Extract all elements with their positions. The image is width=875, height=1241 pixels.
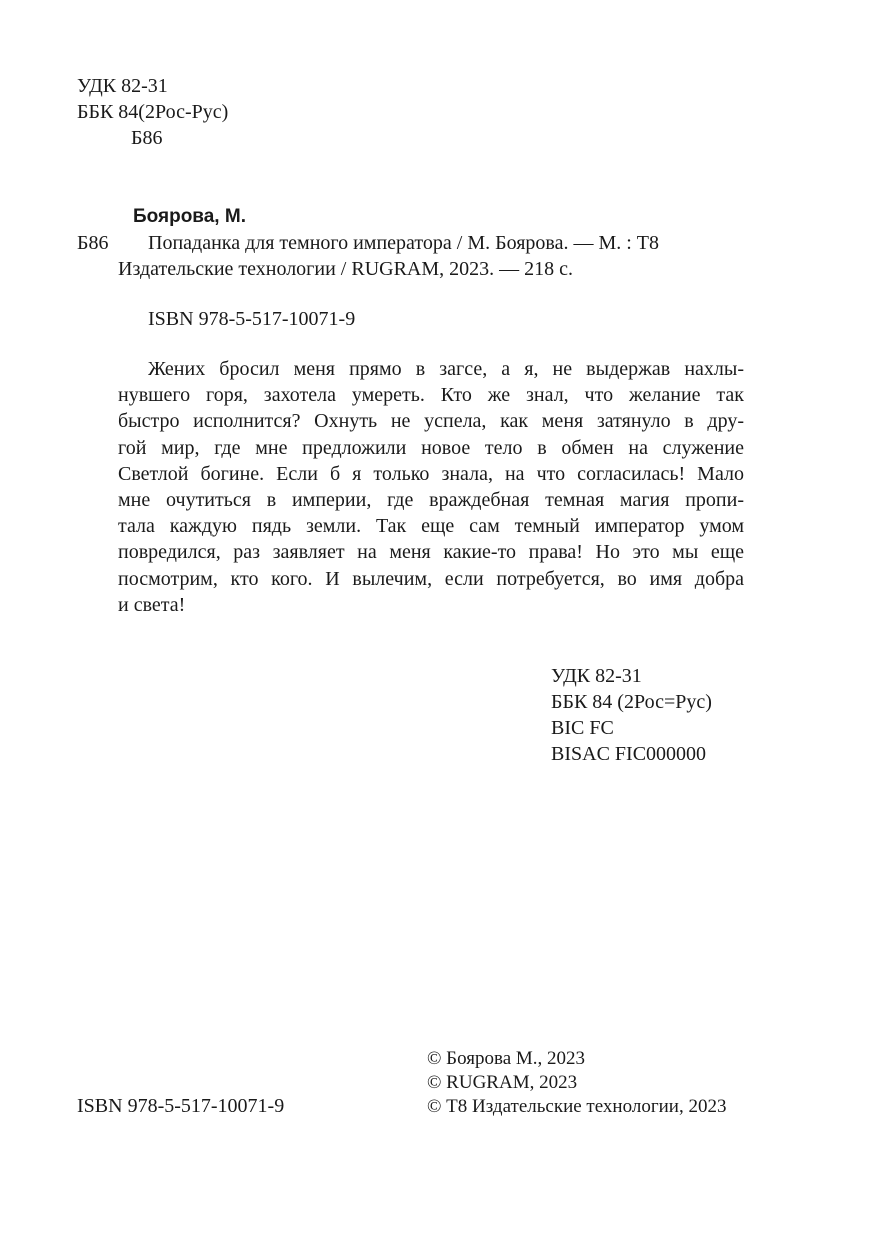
- bbk-code: ББК 84 (2Рос=Рус): [551, 691, 712, 713]
- bbk-code-top: ББК 84(2Рос-Рус): [77, 101, 229, 123]
- entry-author: Боярова, М.: [133, 206, 246, 227]
- annotation-line: тала каждую пядь земли. Так еще сам темный император умом: [118, 515, 744, 538]
- udk-code: УДК 82-31: [551, 665, 642, 687]
- annotation-line: Светлой богине. Если б я только знала, на что согласилась! Мало: [118, 462, 744, 485]
- entry-title-line-1: Попаданка для темного императора / М. Боярова. — М. : Т8: [148, 232, 660, 254]
- copyright-t8: © Т8 Издательские технологии, 2023: [427, 1096, 727, 1117]
- bisac-code: BISAC FIC000000: [551, 743, 707, 765]
- author-sign-top: Б86: [131, 127, 163, 149]
- footer-isbn: ISBN 978-5-517-10071-9: [77, 1095, 285, 1117]
- bic-code: BIC FC: [551, 717, 614, 739]
- entry-author-sign: Б86: [77, 232, 109, 254]
- annotation-line: посмотрим, кто кого. И вылечим, если потребуется, во имя добра: [118, 567, 744, 590]
- annotation-line: повредился, раз заявляет на меня какие-то права! Но это мы еще: [118, 541, 744, 564]
- annotation-line: и света!: [118, 593, 186, 616]
- annotation-line: нувшего горя, захотела умереть. Кто же знал, что желание так: [118, 384, 744, 407]
- entry-isbn: ISBN 978-5-517-10071-9: [148, 308, 356, 330]
- annotation-line: гой мир, где мне предложили новое тело в обмен на служение: [118, 436, 744, 459]
- annotation-paragraph: [118, 356, 744, 618]
- annotation-line: Жених бросил меня прямо в загсе, а я, не выдержав нахлы-: [148, 358, 744, 380]
- entry-title-line-2: Издательские технологии / RUGRAM, 2023. — 218 с.: [118, 258, 574, 280]
- annotation-line: быстро исполнится? Охнуть не успела, как меня затянуло в дру-: [118, 410, 744, 433]
- annotation-line: мне очутиться в империи, где враждебная темная магия пропи-: [118, 488, 744, 511]
- udk-code-top: УДК 82-31: [77, 75, 168, 97]
- copyright-rugram: © RUGRAM, 2023: [427, 1072, 578, 1093]
- copyright-author: © Боярова М., 2023: [427, 1048, 586, 1069]
